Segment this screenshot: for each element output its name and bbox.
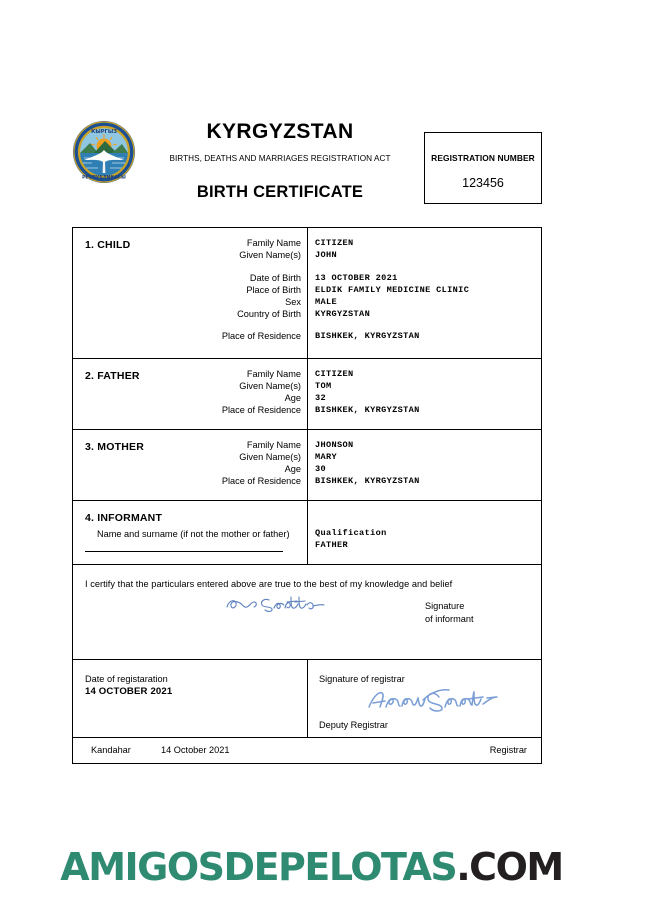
- informant-signature-label: [425, 600, 474, 625]
- informant-name-label: Name and surname (if not the mother or father): [97, 529, 290, 539]
- field-row: [73, 405, 541, 417]
- section-informant-title: 4. INFORMANT: [85, 512, 163, 524]
- section-father: [73, 359, 541, 430]
- child-fields: [73, 238, 541, 343]
- field-row: [73, 309, 541, 321]
- field-row: [73, 369, 541, 381]
- field-label: Place of Birth: [246, 284, 301, 295]
- section-certification: [73, 565, 541, 660]
- certificate-title: BIRTH CERTIFICATE: [196, 183, 364, 201]
- title-block: [144, 114, 416, 202]
- field-value: 32: [315, 393, 327, 404]
- certification-statement: I certify that the particulars entered above are true to the best of my knowledge and belief: [85, 579, 453, 589]
- registration-date-value: 14 OCTOBER 2021: [85, 686, 173, 697]
- kyrgyzstan-national-emblem-icon: [72, 120, 136, 184]
- section-informant: [73, 501, 541, 565]
- section-mother-title: 3. MOTHER: [85, 441, 144, 453]
- section-registration: [73, 660, 541, 738]
- field-value: CITIZEN: [315, 238, 354, 248]
- field-label: Place of Residence: [221, 476, 301, 487]
- signature-label-line1: Signature: [425, 601, 465, 611]
- field-label: Age: [284, 464, 301, 475]
- certificate-header: [72, 114, 542, 214]
- field-row: [73, 381, 541, 393]
- section-father-title: 2. FATHER: [85, 370, 140, 382]
- footer-place: Kandahar: [91, 745, 131, 755]
- field-label: Given Name(s): [239, 381, 301, 392]
- registration-date-label: Date of registaration: [85, 674, 168, 684]
- field-label: Family Name: [246, 369, 301, 379]
- field-value: CITIZEN: [315, 369, 354, 379]
- field-label: Given Name(s): [239, 452, 301, 463]
- site-watermark: [0, 847, 645, 887]
- registration-number-box: [424, 132, 542, 204]
- field-label: Family Name: [246, 440, 301, 450]
- field-value: TOM: [315, 381, 332, 392]
- field-label: Age: [284, 393, 301, 404]
- mother-fields: [73, 440, 541, 488]
- field-label: Place of Residence: [221, 331, 301, 342]
- field-value: BISHKEK, KYRGYZSTAN: [315, 476, 420, 487]
- qualification-label: Qualification: [315, 528, 387, 538]
- field-value: 30: [315, 464, 327, 475]
- field-label: Given Name(s): [239, 250, 301, 261]
- informant-signature: [221, 591, 341, 617]
- field-row: [73, 250, 541, 262]
- father-fields: [73, 369, 541, 417]
- field-row: [73, 440, 541, 452]
- column-divider: [307, 660, 308, 737]
- field-row: [73, 476, 541, 488]
- watermark-primary: AMIGOSDEPELOTAS: [60, 845, 457, 889]
- section-footer: [73, 738, 541, 763]
- field-value: MARY: [315, 452, 338, 463]
- svg-text:КЫРГЫЗ: КЫРГЫЗ: [91, 129, 117, 135]
- field-value: JHONSON: [315, 440, 354, 450]
- section-mother: [73, 430, 541, 501]
- certificate-table: [72, 227, 542, 764]
- field-label: Place of Residence: [221, 405, 301, 416]
- field-value: KYRGYZSTAN: [315, 308, 371, 319]
- footer-registrar-label: Registrar: [489, 745, 527, 755]
- field-row: [73, 238, 541, 250]
- section-child: [73, 228, 541, 359]
- field-row: [73, 331, 541, 343]
- informant-name-input-rule[interactable]: [85, 551, 283, 552]
- field-row: [73, 452, 541, 464]
- signature-label-line2: of informant: [425, 613, 474, 624]
- field-row: [73, 464, 541, 476]
- field-label: Date of Birth: [249, 272, 301, 283]
- column-divider: [307, 501, 308, 564]
- field-value: 13 OCTOBER 2021: [315, 272, 398, 283]
- field-row: [73, 393, 541, 405]
- section-child-title: 1. CHILD: [85, 239, 131, 251]
- field-row: [73, 273, 541, 285]
- field-value: ELDIK FAMILY MEDICINE CLINIC: [315, 284, 470, 295]
- watermark-suffix: .COM: [456, 845, 563, 889]
- field-row: [73, 285, 541, 297]
- field-row: [73, 297, 541, 309]
- footer-date: 14 October 2021: [161, 745, 230, 755]
- field-value: JOHN: [315, 250, 338, 261]
- country-title: KYRGYZSTAN: [206, 120, 354, 143]
- svg-text:РЕСПУБЛИКАСЫ: РЕСПУБЛИКАСЫ: [82, 175, 126, 181]
- registration-number-label: REGISTRATION NUMBER: [431, 153, 535, 163]
- deputy-registrar-label: Deputy Registrar: [319, 720, 388, 730]
- registrar-signature-label: Signature of registrar: [319, 674, 405, 684]
- field-value: MALE: [315, 296, 338, 307]
- qualification-value: FATHER: [315, 540, 349, 550]
- field-label: Sex: [285, 296, 301, 307]
- field-label: Family Name: [246, 238, 301, 248]
- registration-number-value: 123456: [462, 176, 504, 190]
- informant-qualification: [315, 527, 387, 551]
- field-value: BISHKEK, KYRGYZSTAN: [315, 405, 420, 416]
- field-label: Country of Birth: [237, 308, 301, 319]
- registrar-signature: [361, 686, 501, 714]
- field-value: BISHKEK, KYRGYZSTAN: [315, 331, 420, 342]
- act-subtitle: BIRTHS, DEATHS AND MARRIAGES REGISTRATION ACT: [169, 154, 391, 163]
